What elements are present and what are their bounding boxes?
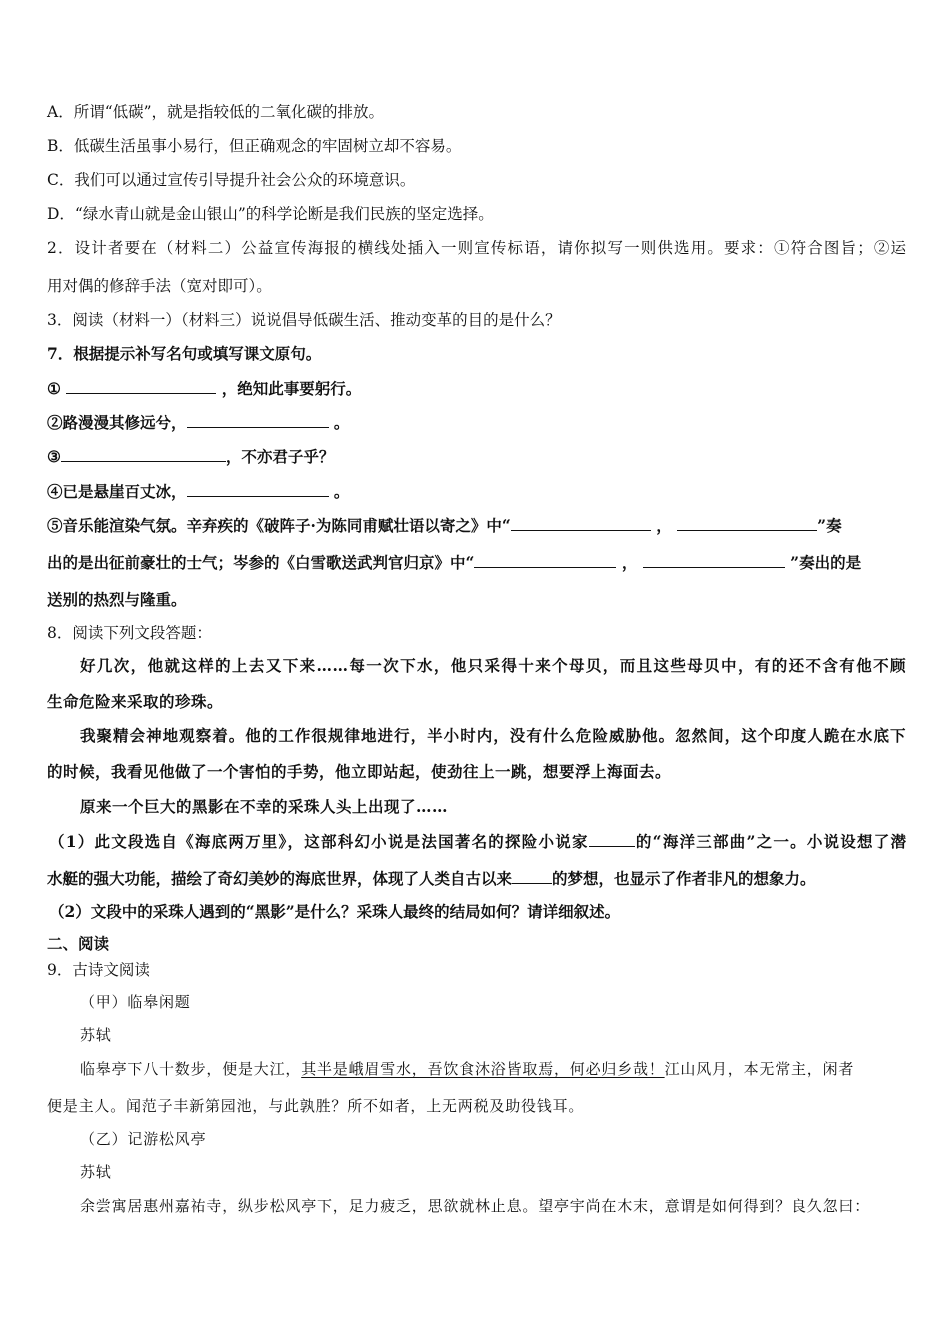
question-8-title: 8．阅读下列文段答题： bbox=[47, 624, 212, 642]
item-3-prefix: ③ bbox=[47, 447, 61, 466]
poem-jia-author: 苏轼 bbox=[80, 1026, 112, 1044]
sub-question-1-text-b: 的“海洋三部曲”之一。小说设想了潜 bbox=[634, 832, 906, 851]
item-5-text-a: ⑤音乐能渲染气氛。辛弃疾的《破阵子·为陈同甫赋壮语以寄之》中“ bbox=[47, 516, 511, 535]
fill-blank[interactable] bbox=[589, 831, 635, 847]
question-9-title: 9．古诗文阅读 bbox=[47, 961, 150, 979]
question-7-item-4 bbox=[47, 481, 906, 502]
question-7-item-5-line2 bbox=[47, 552, 906, 573]
item-2-prefix: ②路漫漫其修远兮， bbox=[47, 413, 187, 432]
fill-blank[interactable] bbox=[187, 412, 329, 428]
item-5-text-c: ”奏 bbox=[817, 516, 842, 535]
sub-question-1-text-a: （1）此文段选自《海底两万里》，这部科幻小说是法国著名的探险小说家 bbox=[49, 832, 589, 851]
question-7-item-5-line3: 送别的热烈与隆重。 bbox=[47, 590, 187, 609]
item-5-text-e: ， bbox=[621, 553, 638, 572]
passage-paragraph-2-line2: 的时候，我看见他做了一个害怕的手势，他立即站起，使劲往上一跳，想要浮上海面去。 bbox=[47, 762, 672, 781]
fill-blank[interactable] bbox=[643, 552, 785, 568]
question-2-line1: 2．设计者要在（材料二）公益宣传海报的横线处插入一则宣传标语，请你拟写一则供选用。要求：①符合图旨；②运 bbox=[47, 239, 906, 257]
poem-jia-title: （甲）临皋闲题 bbox=[80, 993, 191, 1011]
fill-blank[interactable] bbox=[66, 378, 216, 394]
fill-blank[interactable] bbox=[677, 515, 817, 531]
item-3-suffix: ，不亦君子乎？ bbox=[225, 447, 335, 466]
item-5-text-d: 出的是出征前豪壮的士气；岑参的《白雪歌送武判官归京》中“ bbox=[47, 553, 475, 572]
passage-paragraph-2-line1: 我聚精会神地观察着。他的工作很规律地进行，半小时内，没有什么危险威胁他。忽然间，这个印度人跪在水底下 bbox=[80, 726, 906, 745]
poem-jia-line1 bbox=[80, 1059, 906, 1079]
option-a: A．所谓“低碳”，就是指较低的二氧化碳的排放。 bbox=[47, 103, 385, 121]
question-7-title: 7．根据提示补写名句或填写课文原句。 bbox=[47, 344, 322, 363]
item-5-text-f: ”奏出的是 bbox=[790, 553, 862, 572]
poem-yi-line1: 余尝寓居惠州嘉祐寺，纵步松风亭下，足力疲乏，思欲就林止息。望亭宇尚在木末，意谓是如何得到？良久忽曰： bbox=[80, 1197, 871, 1215]
sub-question-1-text-c: 水艇的强大功能，描绘了奇幻美妙的海底世界，体现了人类自古以来 bbox=[47, 869, 513, 888]
fill-blank[interactable] bbox=[474, 552, 616, 568]
item-2-suffix: 。 bbox=[333, 413, 350, 432]
passage-paragraph-1-line2: 生命危险来采取的珍珠。 bbox=[47, 692, 224, 711]
item-1-prefix: ① bbox=[47, 379, 61, 398]
question-2-line2: 用对偶的修辞手法（宽对即可）。 bbox=[47, 277, 272, 295]
poem-jia-line2: 便是主人。闻范子丰新第园池，与此孰胜？所不如者，上无两税及助役钱耳。 bbox=[47, 1097, 585, 1115]
option-c: C．我们可以通过宣传引导提升社会公众的环境意识。 bbox=[47, 171, 416, 189]
question-7-item-2 bbox=[47, 412, 906, 433]
question-7-item-5-line1 bbox=[47, 515, 906, 536]
sub-question-1-text-d: 的梦想，也显示了作者非凡的想象力。 bbox=[552, 869, 816, 888]
item-4-prefix: ④已是悬崖百丈冰， bbox=[47, 482, 187, 501]
passage-paragraph-1-line1: 好几次，他就这样的上去又下来……每一次下水，他只采得十来个母贝，而且这些母贝中，有的还不含有他不顾 bbox=[80, 656, 906, 675]
option-b: B．低碳生活虽事小易行，但正确观念的牢固树立却不容易。 bbox=[47, 137, 462, 155]
option-d: D．“绿水青山就是金山银山”的科学论断是我们民族的坚定选择。 bbox=[47, 205, 494, 223]
question-7-item-1 bbox=[47, 378, 906, 399]
fill-blank[interactable] bbox=[511, 515, 651, 531]
sub-question-2: （2）文段中的采珠人遇到的“黑影”是什么？采珠人最终的结局如何？请详细叙述。 bbox=[49, 902, 621, 921]
question-7-item-3 bbox=[47, 446, 906, 467]
jia-text-a: 临皋亭下八十数步，便是大江， bbox=[80, 1060, 302, 1078]
question-3: 3．阅读（材料一）（材料三）说说倡导低碳生活、推动变革的目的是什么？ bbox=[47, 311, 561, 329]
item-1-suffix: ，绝知此事要躬行。 bbox=[221, 379, 362, 398]
fill-blank[interactable] bbox=[61, 446, 226, 462]
jia-underlined-sentence: 其半是峨眉雪水，吾饮食沐浴皆取焉，何必归乡哉！ bbox=[301, 1060, 665, 1078]
sub-question-1-line2 bbox=[47, 868, 906, 889]
fill-blank[interactable] bbox=[512, 868, 552, 884]
sub-question-1-line1 bbox=[49, 831, 906, 852]
poem-yi-title: （乙）记游松风亭 bbox=[80, 1130, 207, 1148]
passage-paragraph-3: 原来一个巨大的黑影在不幸的采珠人头上出现了…… bbox=[80, 797, 449, 816]
item-4-suffix: 。 bbox=[333, 482, 350, 501]
section-heading: 二、阅读 bbox=[47, 934, 110, 953]
fill-blank[interactable] bbox=[187, 481, 329, 497]
poem-yi-author: 苏轼 bbox=[80, 1163, 112, 1181]
item-5-text-b: ， bbox=[656, 516, 672, 535]
jia-text-c: 江山风月，本无常主，闲者 bbox=[664, 1060, 855, 1078]
